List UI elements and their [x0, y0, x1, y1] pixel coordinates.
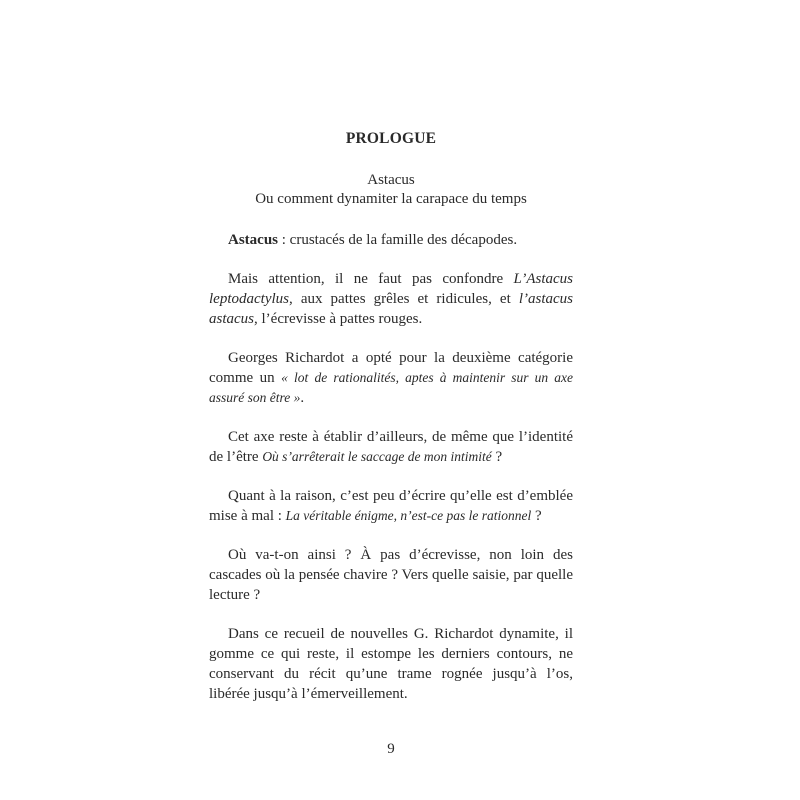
body-text [209, 230, 573, 704]
quotation: La véritable énigme, n’est-ce pas le rationnel [285, 508, 532, 523]
chapter-subtitle [0, 171, 782, 209]
paragraph-4 [209, 427, 573, 467]
paragraph-3-text-c: . [300, 390, 305, 406]
paragraph-2 [209, 269, 573, 329]
paragraph-5 [209, 486, 573, 526]
paragraph-7: Dans ce recueil de nouvelles G. Richardot dynamite, il gomme ce qui reste, il estompe les derniers contours, ne conservant du récit qu’une trame rognée jusqu’à l’os, libérée jusqu’à l’émerveillement. [209, 626, 573, 702]
page-number: 9 [387, 741, 395, 757]
paragraph-3 [209, 348, 573, 408]
paragraph-4-text-c: ? [491, 449, 503, 465]
defined-term: Astacus [228, 232, 279, 248]
quotation: « lot de rationalités, aptes à maintenir sur un axe assuré son être » [209, 370, 573, 405]
paragraph-5-text-a: Quant à la raison, c’est peu d’écrire qu’elle est d’emblée mise à mal : [209, 488, 573, 524]
paragraph-3-text-a: Georges Richardot a opté pour la deuxième catégorie comme un [209, 350, 573, 386]
species-name-2: l’astacus astacus [209, 291, 573, 327]
paragraph-6: Où va-t-on ainsi ? À pas d’écrevisse, non loin des cascades où la pensée chavire ? Vers quelle saisie, par quelle lecture ? [209, 547, 573, 603]
paragraph-2-text-a: Mais attention, il ne faut pas confondre [228, 271, 514, 287]
definition-text: : crustacés de la famille des décapodes. [278, 232, 518, 248]
chapter-title: PROLOGUE [345, 130, 437, 147]
subtitle-line-2: Ou comment dynamiter la carapace du temps [255, 191, 527, 207]
paragraph-5-text-c: ? [531, 508, 542, 524]
subtitle-line-1: Astacus [367, 172, 415, 188]
paragraph-1 [209, 230, 573, 250]
paragraph-2-text-c: , aux pattes grêles et ridicules, et [288, 291, 519, 307]
species-name-1: L’Astacus leptodactylus [209, 271, 573, 307]
quotation: Où s’arrêterait le saccage de mon intimité [262, 449, 492, 464]
paragraph-2-text-e: , l’écrevisse à pattes rouges. [254, 311, 423, 327]
paragraph-4-text-a: Cet axe reste à établir d’ailleurs, de même que l’identité de l’être [209, 429, 573, 465]
